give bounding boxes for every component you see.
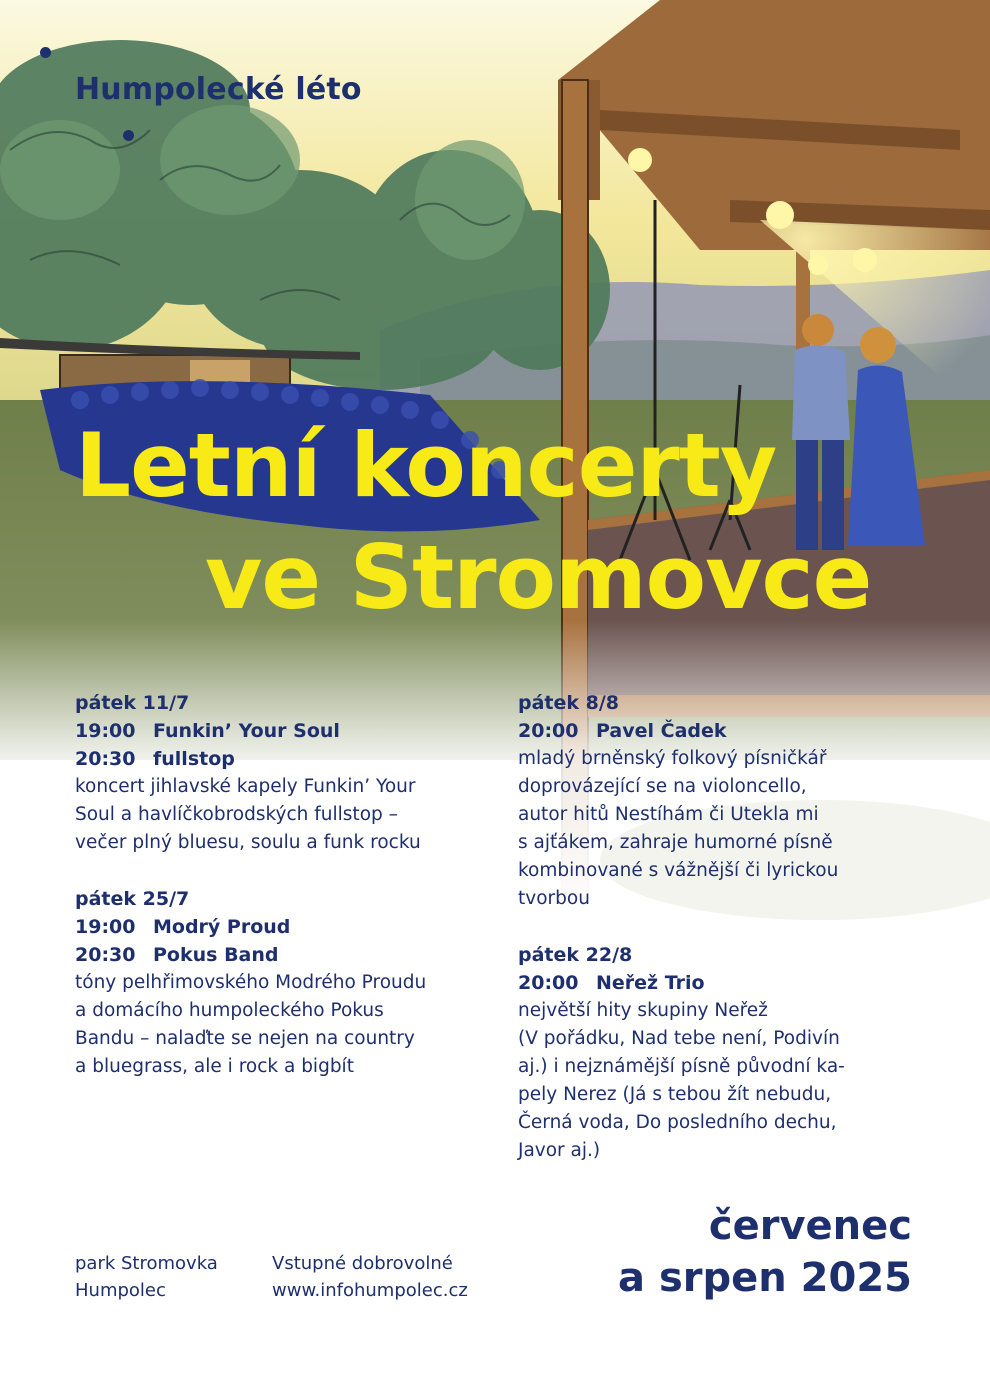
entry-note: Vstupné dobrovolné	[272, 1253, 453, 1274]
entry-info	[272, 1250, 468, 1304]
series-title: Humpolecké léto	[75, 72, 362, 107]
performance-time: 19:00	[75, 916, 136, 938]
performance-time: 20:00	[518, 972, 579, 994]
description-line: kombinované s vážnější či lyrickou	[518, 860, 839, 881]
performance	[518, 717, 948, 745]
decorative-dot-bottom	[123, 130, 134, 141]
event-date: pátek 22/8	[518, 944, 633, 966]
description-line: tvorbou	[518, 888, 590, 909]
performance-act: Pavel Čadek	[596, 720, 727, 742]
performance-act: Pokus Band	[153, 944, 279, 966]
description-line: doprovázející se na violoncello,	[518, 776, 807, 797]
main-title	[0, 410, 990, 634]
description-line: s ajťákem, zahraje humorné písně	[518, 832, 833, 853]
event-item	[75, 689, 495, 857]
venue-name: park Stromovka	[75, 1253, 218, 1274]
main-title-line2: ve Stromovce	[205, 526, 872, 629]
event-date: pátek 11/7	[75, 692, 190, 714]
description-line: tóny pelhřimovského Modrého Proudu	[75, 972, 427, 993]
period-line2: a srpen 2025	[618, 1255, 912, 1301]
venue-city: Humpolec	[75, 1280, 166, 1301]
performance-act: Neřež Trio	[596, 972, 705, 994]
description-line: Černá voda, Do posledního dechu,	[518, 1112, 837, 1133]
event-date: pátek 25/7	[75, 888, 190, 910]
performance-time: 20:00	[518, 720, 579, 742]
main-title-line1: Letní koncerty	[75, 414, 777, 517]
event-description	[518, 997, 948, 1165]
website-link[interactable]: www.infohumpolec.cz	[272, 1280, 468, 1301]
decorative-dot-top	[40, 47, 51, 58]
description-line: autor hitů Nestíhám či Utekla mi	[518, 804, 819, 825]
description-line: Soul a havlíčkobrodských fullstop –	[75, 804, 398, 825]
description-line: aj.) i nejznámější písně původní ka-	[518, 1056, 845, 1077]
description-line: koncert jihlavské kapely Funkin’ Your	[75, 776, 416, 797]
performance-time: 19:00	[75, 720, 136, 742]
event-description	[75, 969, 495, 1081]
performance	[518, 969, 948, 997]
description-line: večer plný bluesu, soulu a funk rocku	[75, 832, 421, 853]
description-line: mladý brněnský folkový písničkář	[518, 748, 827, 769]
performance-act: Modrý Proud	[153, 916, 291, 938]
performance-act: Funkin’ Your Soul	[153, 720, 340, 742]
event-item	[518, 941, 948, 1165]
event-item	[518, 689, 948, 913]
event-date: pátek 8/8	[518, 692, 620, 714]
performance	[75, 913, 495, 941]
performance	[75, 717, 495, 745]
venue-info	[75, 1250, 218, 1304]
event-item	[75, 885, 495, 1081]
performance-time: 20:30	[75, 944, 136, 966]
event-period	[618, 1200, 912, 1304]
performance	[75, 941, 495, 969]
description-line: Javor aj.)	[518, 1140, 601, 1161]
description-line: největší hity skupiny Neřež	[518, 1000, 768, 1021]
description-line: Bandu – nalaďte se nejen na country	[75, 1028, 415, 1049]
description-line: (V pořádku, Nad tebe není, Podivín	[518, 1028, 840, 1049]
description-line: a bluegrass, ale i rock a bigbít	[75, 1056, 354, 1077]
performance	[75, 745, 495, 773]
performance-time: 20:30	[75, 748, 136, 770]
performance-act: fullstop	[153, 748, 235, 770]
description-line: pely Nerez (Já s tebou žít nebudu,	[518, 1084, 832, 1105]
event-description	[518, 745, 948, 913]
description-line: a domácího humpoleckého Pokus	[75, 1000, 384, 1021]
event-description	[75, 773, 495, 857]
period-line1: červenec	[708, 1203, 912, 1249]
